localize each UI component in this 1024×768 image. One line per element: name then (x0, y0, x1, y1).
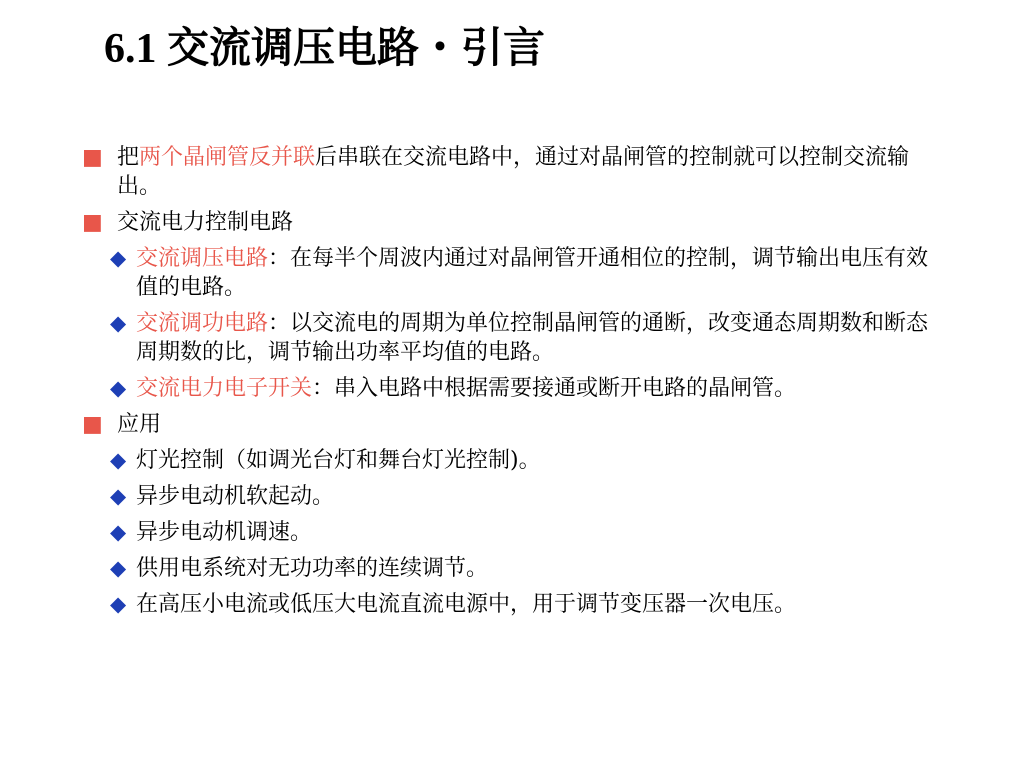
diamond-bullet-icon: ◆ (110, 556, 127, 580)
bullet-text: ：串入电路中根据需要接通或断开电路的晶闸管。 (312, 376, 797, 401)
sub-bullet-item (82, 518, 942, 547)
bullet-highlight: 交流电力电子开关 (136, 376, 313, 401)
square-bullet-icon: ■ (82, 145, 103, 170)
bullet-highlight: 交流调功电路 (136, 311, 269, 336)
bullet-text: 交流电力控制电路 (117, 210, 294, 235)
sub-bullet-item (82, 446, 942, 475)
bullet-item (82, 143, 942, 201)
sub-bullet-item (82, 482, 942, 511)
square-bullet-icon: ■ (82, 210, 103, 235)
diamond-bullet-icon: ◆ (110, 484, 127, 508)
bullet-text: ：在每半个周波内通过对晶闸管开通相位的控制，调节输出电压有效值的电路。 (136, 246, 929, 300)
bullet-highlight: 两个晶闸管反并联 (139, 145, 316, 170)
bullet-item (82, 410, 942, 439)
diamond-bullet-icon: ◆ (110, 520, 127, 544)
bullet-text: ：以交流电的周期为单位控制晶闸管的通断，改变通态周期数和断态周期数的比，调节输出功率平均值的电路。 (136, 311, 929, 365)
sub-bullet-item (82, 244, 942, 302)
slide-title: 6.1 交流调压电路・引言 (104, 26, 546, 72)
bullet-text: 在高压小电流或低压大电流直流电源中，用于调节变压器一次电压。 (136, 592, 797, 617)
bullet-list (82, 143, 942, 626)
bullet-text: 供用电系统对无功功率的连续调节。 (136, 556, 489, 581)
square-bullet-icon: ■ (82, 412, 103, 437)
sub-bullet-item (82, 554, 942, 583)
diamond-bullet-icon: ◆ (110, 376, 127, 400)
diamond-bullet-icon: ◆ (110, 311, 127, 335)
bullet-text: 灯光控制（如调光台灯和舞台灯光控制)。 (136, 448, 541, 473)
bullet-highlight: 交流调压电路 (136, 246, 269, 271)
diamond-bullet-icon: ◆ (110, 592, 127, 616)
sub-bullet-item (82, 309, 942, 367)
bullet-item (82, 208, 942, 237)
bullet-pre-text: 把 (117, 145, 140, 170)
bullet-text: 异步电动机软起动。 (136, 484, 335, 509)
bullet-text: 后串联在交流电路中，通过对晶闸管的控制就可以控制交流输出。 (117, 145, 910, 199)
bullet-text: 应用 (117, 412, 162, 437)
diamond-bullet-icon: ◆ (110, 448, 127, 472)
diamond-bullet-icon: ◆ (110, 246, 127, 270)
bullet-text: 异步电动机调速。 (136, 520, 313, 545)
sub-bullet-item (82, 374, 942, 403)
sub-bullet-item (82, 590, 942, 619)
